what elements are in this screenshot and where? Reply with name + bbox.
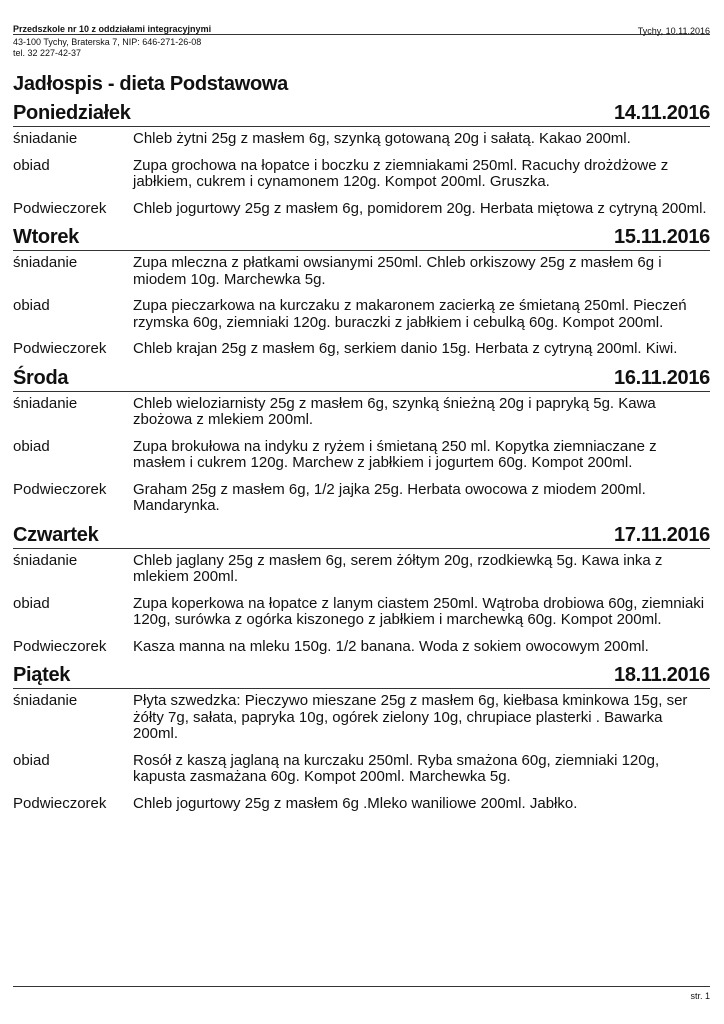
- meal-label: śniadanie: [13, 130, 78, 147]
- meal-row: [13, 482, 710, 515]
- day-section: [13, 97, 710, 217]
- day-header: [13, 97, 710, 127]
- meal-label: obiad: [13, 156, 50, 174]
- meal-label: śniadanie: [13, 692, 78, 709]
- meal-row: [13, 796, 710, 813]
- meal-label: obiad: [13, 594, 50, 612]
- day-name: Czwartek: [13, 523, 99, 546]
- meal-label: śniadanie: [13, 551, 78, 569]
- day-name: Środa: [13, 366, 69, 389]
- meal-label: Podwieczorek: [13, 340, 107, 357]
- day-section: [13, 519, 710, 656]
- menu-days: [13, 97, 710, 816]
- day-section: [13, 221, 710, 358]
- document-title: Jadłospis - dieta Podstawowa: [13, 73, 288, 95]
- day-date: 15.11.2016: [614, 226, 710, 248]
- meal-row: [13, 255, 710, 288]
- meal-row: [13, 753, 710, 786]
- meal-text: Zupa koperkowa na łopatce z lanym ciastem 250ml. Wątroba drobiowa 60g, ziemniaki 120g, surówka z ogórka kiszonego z jabłkiem i marchewką 60g. Kompot 200ml.: [133, 594, 705, 628]
- meal-label: obiad: [13, 297, 50, 314]
- day-section: [13, 362, 710, 515]
- day-name: Poniedziałek: [13, 102, 131, 124]
- meal-row: [13, 596, 710, 629]
- meal-text: Chleb żytni 25g z masłem 6g, szynką gotowaną 20g i sałatą. Kakao 200ml.: [133, 130, 631, 147]
- day-header: [13, 659, 710, 689]
- meal-text: Zupa mleczna z płatkami owsianymi 250ml. Chleb orkiszowy 25g z masłem 6g i miodem 10g. Marchewka 5g.: [133, 254, 662, 288]
- meal-label: obiad: [13, 751, 50, 769]
- meal-label: śniadanie: [13, 254, 78, 271]
- organization-phone: tel. 32 227-42-37: [13, 48, 82, 58]
- meal-text: Rosół z kaszą jaglaną na kurczaku 250ml. Ryba smażona 60g, ziemniaki 120g, kapusta zasmażana 60g. Kompot 200ml. Marchewka 5g.: [133, 751, 660, 785]
- day-name: Wtorek: [13, 226, 79, 248]
- day-date: 17.11.2016: [614, 523, 710, 546]
- meal-label: Podwieczorek: [13, 199, 107, 217]
- day-date: 18.11.2016: [614, 664, 710, 686]
- meal-row: [13, 131, 710, 148]
- meal-label: Podwieczorek: [13, 480, 107, 498]
- meal-row: [13, 396, 710, 429]
- meal-text: Płyta szwedzka: Pieczywo mieszane 25g z masłem 6g, kiełbasa kminkowa 15g, ser żółty 7g, sałata, papryka 10g, ogórek zielony 10g, chrupiace plasterki . Bawarka 200ml.: [133, 692, 688, 742]
- organization-name: Przedszkole nr 10 z oddziałami integracyjnymi: [13, 24, 212, 34]
- day-section: [13, 659, 710, 812]
- meal-label: śniadanie: [13, 394, 78, 412]
- meal-text: Graham 25g z masłem 6g, 1/2 jajka 25g. Herbata owocowa z miodem 200ml. Mandarynka.: [133, 480, 646, 514]
- document-header: [13, 22, 710, 35]
- day-header: [13, 519, 710, 549]
- page-footer: [13, 986, 710, 1001]
- meal-row: [13, 439, 710, 472]
- meal-text: Chleb jaglany 25g z masłem 6g, serem żółtym 20g, rzodkiewką 5g. Kawa inka z mlekiem 200ml.: [133, 551, 663, 585]
- meal-text: Zupa brokułowa na indyku z ryżem i śmietaną 250 ml. Kopytka ziemniaczane z masłem i cukrem 120g. Marchew z jabłkiem i jogurtem 60g. Kompot 200ml.: [133, 437, 657, 471]
- day-date: 14.11.2016: [614, 102, 710, 124]
- meal-text: Chleb jogurtowy 25g z masłem 6g .Mleko waniliowe 200ml. Jabłko.: [133, 794, 578, 812]
- meal-text: Chleb krajan 25g z masłem 6g, serkiem danio 15g. Herbata z cytryną 200ml. Kiwi.: [133, 340, 678, 357]
- meal-row: [13, 639, 710, 656]
- meal-row: [13, 553, 710, 586]
- meal-label: obiad: [13, 437, 50, 455]
- organization-address: 43-100 Tychy, Braterska 7, NIP: 646-271-26-08: [13, 37, 202, 47]
- day-header: [13, 221, 710, 251]
- day-name: Piątek: [13, 664, 71, 686]
- meal-text: Chleb wieloziarnisty 25g z masłem 6g, szynką śnieżną 20g i papryką 5g. Kawa zbożowa z mlekiem 200ml.: [133, 394, 656, 428]
- page-number: str. 1: [690, 991, 710, 1001]
- meal-row: [13, 158, 710, 191]
- meal-row: [13, 341, 710, 358]
- meal-text: Zupa pieczarkowa na kurczaku z makaronem zacierką ze śmietaną 250ml. Pieczeń rzymska 60g, ziemniaki 120g. buraczki z jabłkiem i cebulką 60g. Kompot 200ml.: [133, 297, 687, 331]
- meal-label: Podwieczorek: [13, 794, 107, 812]
- meal-label: Podwieczorek: [13, 637, 107, 655]
- meal-text: Zupa grochowa na łopatce i boczku z ziemniakami 250ml. Racuchy drożdżowe z jabłkiem, cukrem i cynamonem 120g. Kompot 200ml. Gruszka.: [133, 156, 669, 190]
- day-date: 16.11.2016: [614, 366, 710, 389]
- day-header: [13, 362, 710, 392]
- meal-text: Chleb jogurtowy 25g z masłem 6g, pomidorem 20g. Herbata miętowa z cytryną 200ml.: [133, 199, 707, 217]
- place-date: Tychy, 10.11.2016: [637, 26, 710, 36]
- meal-row: [13, 201, 710, 218]
- meal-text: Kasza manna na mleku 150g. 1/2 banana. Woda z sokiem owocowym 200ml.: [133, 637, 649, 655]
- meal-row: [13, 298, 710, 331]
- meal-row: [13, 693, 710, 743]
